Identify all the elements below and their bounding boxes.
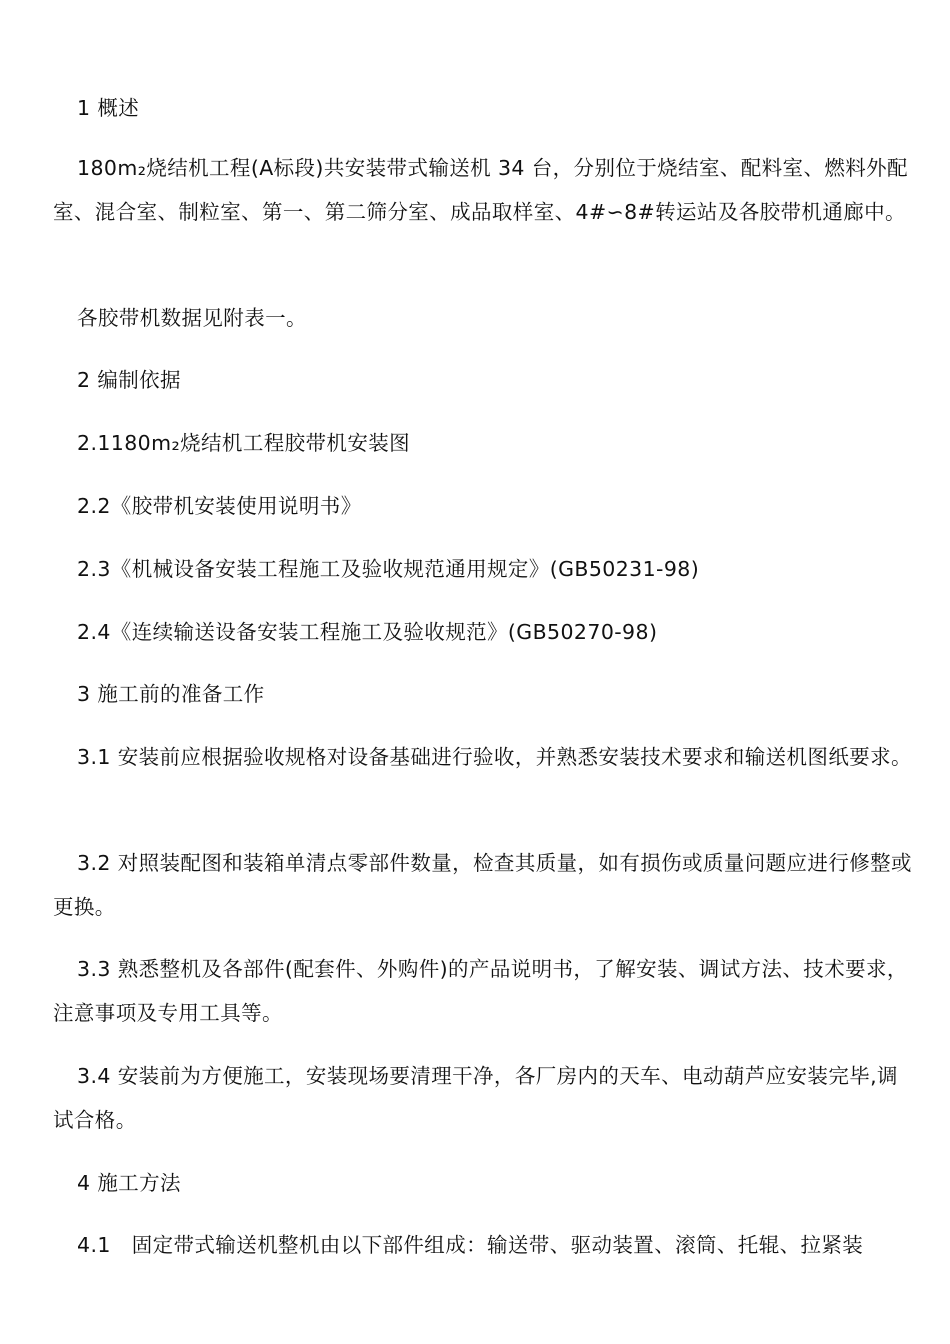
paragraph-data-reference: 各胶带机数据见附表一。 bbox=[77, 306, 307, 330]
preparation-item-3-3: 3.3 熟悉整机及各部件(配套件、外购件)的产品说明书，了解安装、调试方法、技术要求，注意事项及专用工具等。 bbox=[53, 957, 908, 1025]
basis-item-2-1: 2.1180m₂烧结机工程胶带机安装图 bbox=[77, 431, 411, 455]
basis-item-2-3: 2.3《机械设备安装工程施工及验收规范通用规定》(GB50231-98) bbox=[77, 557, 700, 581]
preparation-item-3-1: 3.1 安装前应根据验收规格对设备基础进行验收，并熟悉安装技术要求和输送机图纸要求。 bbox=[77, 745, 912, 769]
basis-item-2-4: 2.4《连续输送设备安装工程施工及验收规范》(GB50270-98) bbox=[77, 620, 658, 644]
heading-overview: 1 概述 bbox=[77, 96, 140, 120]
heading-basis: 2 编制依据 bbox=[77, 368, 181, 392]
preparation-item-3-4: 3.4 安装前为方便施工，安装现场要清理干净，各厂房内的天车、电动葫芦应安装完毕,调试合格。 bbox=[53, 1064, 898, 1132]
preparation-item-3-2: 3.2 对照装配图和装箱单清点零部件数量，检查其质量，如有损伤或质量问题应进行修整或更换。 bbox=[53, 851, 912, 919]
heading-construction-method: 4 施工方法 bbox=[77, 1171, 181, 1195]
heading-preparation: 3 施工前的准备工作 bbox=[77, 682, 265, 706]
basis-item-2-2: 2.2《胶带机安装使用说明书》 bbox=[77, 494, 362, 518]
paragraph-overview: 180m₂烧结机工程(A标段)共安装带式输送机 34 台，分别位于烧结室、配料室、燃料外配室、混合室、制粒室、第一、第二筛分室、成品取样室、4#∽8#转运站及各胶带机通廊中。 bbox=[53, 156, 908, 224]
method-item-4-1: 4.1 固定带式输送机整机由以下部件组成：输送带、驱动装置、滚筒、托辊、拉紧装 bbox=[77, 1233, 864, 1257]
